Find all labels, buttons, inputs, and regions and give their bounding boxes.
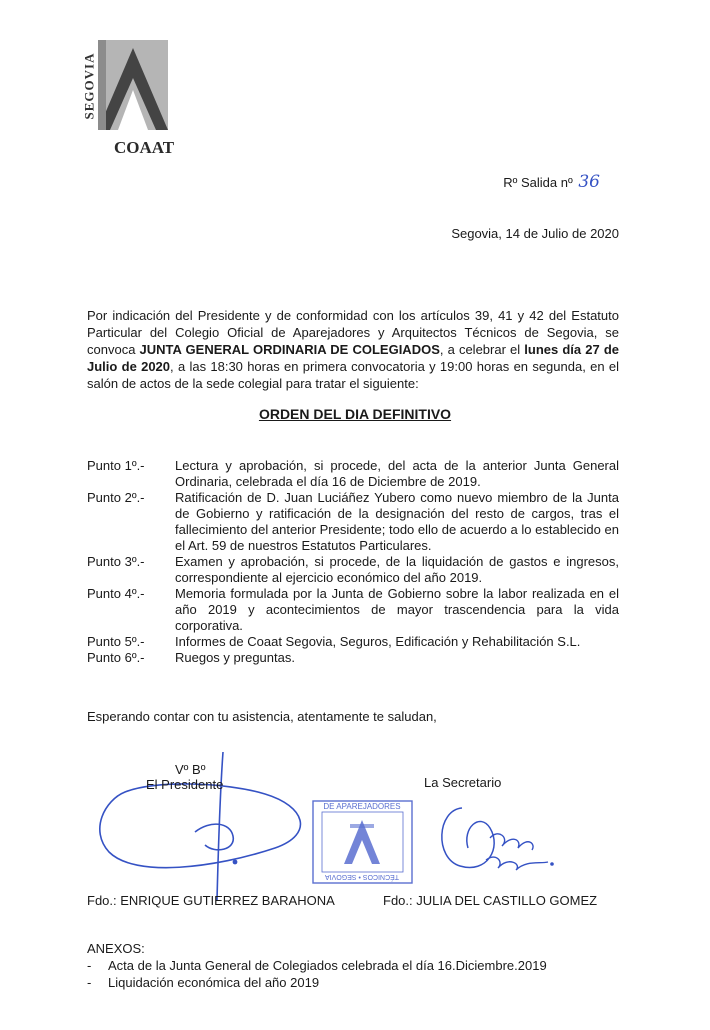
agenda-text: Examen y aprobación, si procede, de la liquidación de gastos e ingresos, correspondiente al ejercicio económico del año 2019.	[175, 554, 619, 585]
vobo-label: Vº Bº	[175, 762, 206, 777]
college-stamp-icon	[310, 798, 415, 886]
agenda-point: Punto 6º.-	[87, 650, 145, 665]
agenda-point: Punto 5º.-	[87, 634, 145, 649]
agenda-text: Memoria formulada por la Junta de Gobierno sobre la labor realizada en el año 2019 y acontecimientos de mayor trascendencia para la vida corporativa.	[175, 586, 619, 633]
logo-vertical-text: SEGOVIA	[81, 52, 97, 120]
secretary-label: La Secretario	[424, 775, 502, 790]
bullet: -	[87, 958, 92, 973]
agenda-item	[87, 458, 619, 490]
agenda-item	[87, 554, 619, 586]
agenda-point: Punto 3º.-	[87, 554, 145, 569]
anexos-section	[87, 940, 547, 991]
agenda-point: Punto 1º.-	[87, 458, 145, 473]
registro-label: Rº Salida nº	[503, 175, 573, 190]
registro-number: 36	[578, 172, 600, 192]
document-date: Segovia, 14 de Julio de 2020	[451, 226, 619, 241]
registro-salida	[503, 172, 600, 192]
intro-text-3: , a las 18:30 horas en primera convocatoria y 19:00 horas en segunda, en el salón de actos de la sede colegial para tratar el siguiente:	[87, 359, 619, 391]
agenda-item	[87, 586, 619, 634]
agenda-point: Punto 2º.-	[87, 490, 145, 505]
closing-text: Esperando contar con tu asistencia, atentamente te saludan,	[87, 709, 437, 724]
intro-bold-1: JUNTA GENERAL ORDINARIA DE COLEGIADOS	[139, 342, 440, 357]
agenda-text: Lectura y aprobación, si procede, del acta de la anterior Junta General Ordinaria, celebrada el día 16 de Diciembre de 2019.	[175, 458, 619, 489]
agenda-text: Informes de Coaat Segovia, Seguros, Edificación y Rehabilitación S.L.	[175, 634, 581, 649]
anexos-title: ANEXOS:	[87, 941, 145, 956]
president-name: Fdo.: ENRIQUE GUTIERREZ BARAHONA	[87, 893, 335, 908]
agenda-text: Ratificación de D. Juan Luciáñez Yubero como nuevo miembro de la Junta de Gobierno y ratificación de la designación del resto de cargos, tras el fallecimiento del anterior Presidente; todo ello de acuerdo a lo establecido en el Art. 59 de nuestros Estatutos Particulares.	[175, 490, 619, 553]
stamp-bottom-text: TÉCNICOS • SEGOVIA	[324, 873, 400, 880]
signature-president-icon	[95, 750, 345, 905]
agenda-item	[87, 490, 619, 554]
intro-text-1: Por indicación del Presidente y de conformidad con los artículos 39, 41 y 42 del Estatuto Particular del Colegio Oficial de Aparejadores y Arquitectos Técnicos de Segovia, se convoca	[87, 308, 619, 357]
coaat-logo	[82, 38, 182, 164]
intro-bold-2: lunes día 27 de Julio de 2020	[87, 342, 620, 374]
signature-secretary-icon	[432, 798, 562, 883]
anexo-text: Liquidación económica del año 2019	[108, 975, 320, 990]
agenda-item	[87, 634, 619, 650]
anexo-text: Acta de la Junta General de Colegiados celebrada el día 16.Diciembre.2019	[108, 958, 547, 973]
president-label: El Presidente	[146, 777, 224, 792]
bullet: -	[87, 975, 92, 990]
stamp-top-text: DE APAREJADORES	[323, 802, 401, 811]
logo-name: COAAT	[114, 138, 175, 157]
agenda-point: Punto 4º.-	[87, 586, 145, 601]
agenda-text: Ruegos y preguntas.	[175, 650, 295, 665]
agenda-item	[87, 650, 619, 666]
anexo-item	[87, 974, 547, 991]
agenda-list	[87, 458, 619, 666]
intro-paragraph	[87, 307, 619, 392]
intro-text-2: , a celebrar el	[439, 342, 525, 357]
agenda-title: ORDEN DEL DIA DEFINITIVO	[258, 406, 452, 422]
secretary-name: Fdo.: JULIA DEL CASTILLO GOMEZ	[383, 893, 598, 908]
anexo-item	[87, 957, 547, 974]
